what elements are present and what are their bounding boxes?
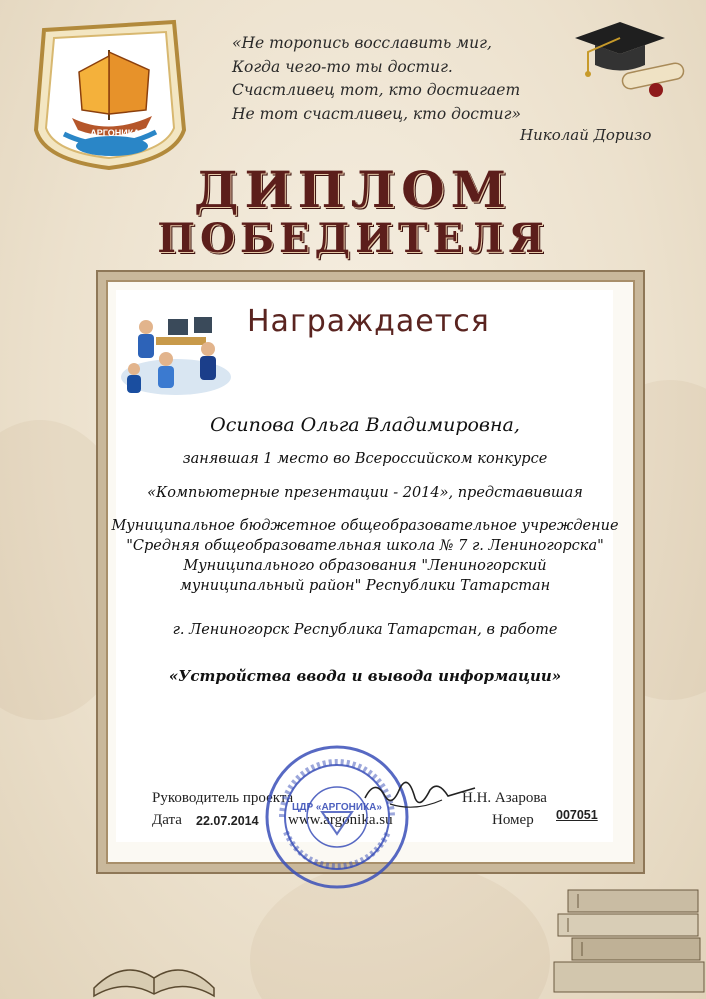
quote-line: Счастливец тот, кто достигает [232, 81, 521, 99]
awarded-heading: Награждается [247, 304, 490, 339]
organization-line: муниципальный район" Республики Татарстан [179, 578, 551, 594]
organization-block [110, 516, 620, 596]
project-lead-name: Н.Н. Азарова [462, 790, 547, 806]
diploma-subtitle: ПОБЕДИТЕЛЯ [157, 215, 549, 262]
organization-line: Муниципального образования "Лениногорский [183, 558, 547, 574]
work-title: «Устройства ввода и вывода информации» [168, 667, 562, 685]
logo-brand: АРГОНИКА [90, 128, 140, 138]
website-text: www.argonika.su [288, 812, 393, 828]
argonika-logo [24, 10, 194, 170]
quote-author: Николай Доризо [520, 126, 652, 144]
organization-line: "Средняя общеобразовательная школа № 7 г. Лениногорска" [126, 538, 604, 554]
open-book-illustration [84, 938, 224, 999]
number-label: Номер [492, 812, 534, 828]
date-value: 22.07.2014 [196, 814, 259, 828]
contest-line: «Компьютерные презентации - 2014», представившая [147, 485, 583, 501]
date-label: Дата [152, 812, 182, 828]
place-line: занявшая 1 место во Всероссийском конкурсе [182, 451, 548, 467]
quote-line: Когда чего-то ты достиг. [232, 57, 453, 76]
organization-line: Муниципальное бюджетное общеобразовательное учреждение [111, 518, 619, 534]
project-lead-label: Руководитель проекта [152, 790, 294, 806]
quote-line: Не тот счастливец, кто достиг» [232, 104, 521, 123]
quote-block [232, 32, 532, 126]
location-line: г. Лениногорск Республика Татарстан, в работе [172, 622, 558, 638]
graduation-cap-icon [560, 10, 690, 105]
diploma-title: ДИПЛОМ [193, 160, 513, 219]
books-stack-illustration [548, 880, 706, 999]
number-value: 007051 [556, 808, 598, 822]
people-computers-illustration [116, 297, 236, 402]
recipient-name: Осипова Ольга Владимировна, [210, 414, 520, 436]
quote-line: «Не торопись восславить миг, [232, 34, 492, 52]
stamp-label: ЦДР «АРГОНИКА» [292, 802, 382, 813]
handwritten-signature [360, 768, 480, 818]
